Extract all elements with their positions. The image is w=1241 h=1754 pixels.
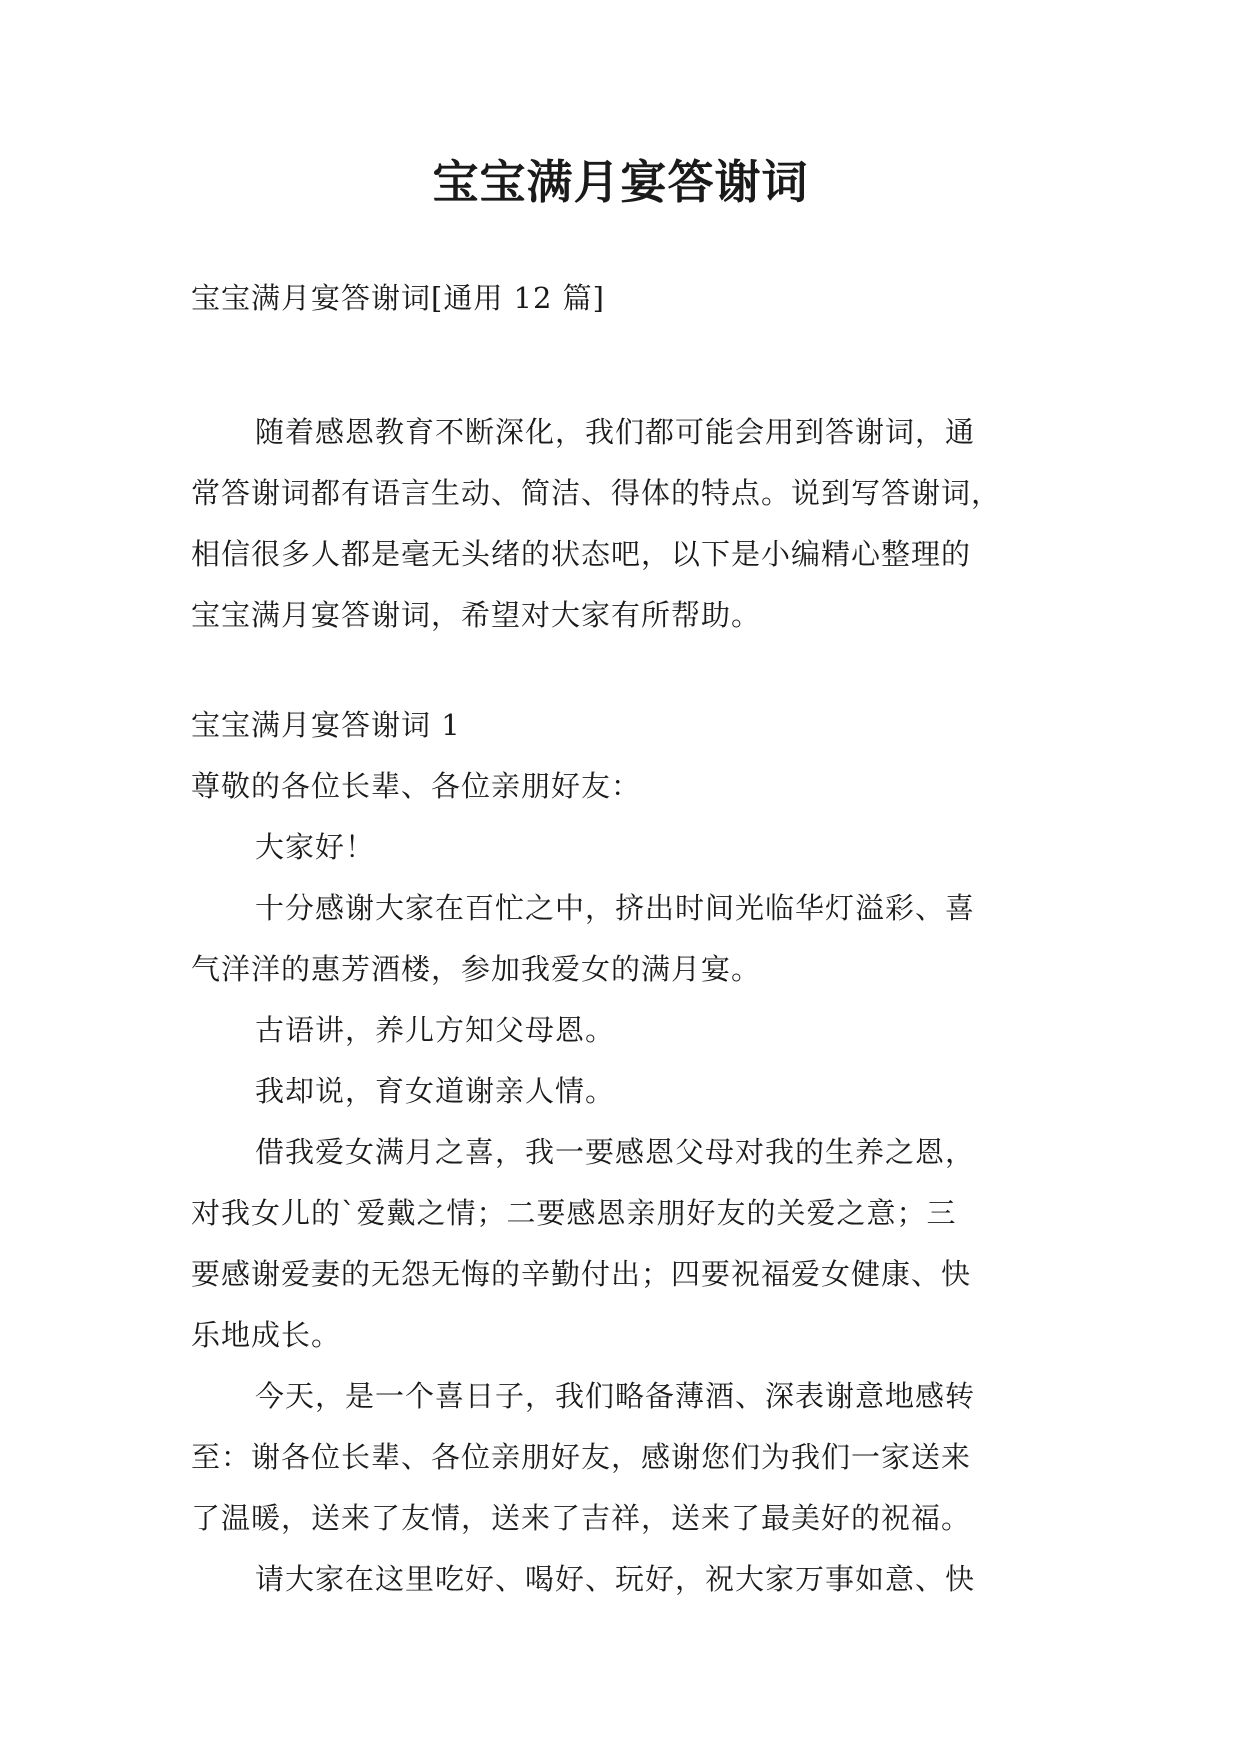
intro-line: 宝宝满月宴答谢词，希望对大家有所帮助。 xyxy=(191,598,762,632)
paragraph-line: 对我女儿的`爱戴之情；二要感恩亲朋好友的关爱之意；三 xyxy=(191,1196,957,1230)
section-heading: 宝宝满月宴答谢词 1 xyxy=(191,708,461,742)
paragraph-line: 今天，是一个喜日子，我们略备薄酒、深表谢意地感转 xyxy=(255,1379,976,1413)
paragraph-line: 请大家在这里吃好、喝好、玩好，祝大家万事如意、快 xyxy=(255,1562,976,1596)
paragraph-line: 我却说，育女道谢亲人情。 xyxy=(255,1074,616,1108)
intro-line: 随着感恩教育不断深化，我们都可能会用到答谢词，通 xyxy=(255,415,976,449)
document-subtitle-block xyxy=(191,268,1071,329)
intro-line: 常答谢词都有语言生动、简洁、得体的特点。说到写答谢词， xyxy=(191,476,1002,510)
speech-section xyxy=(191,695,1071,1610)
paragraph-line: 气洋洋的惠芳酒楼，参加我爱女的满月宴。 xyxy=(191,952,762,986)
paragraph-line: 借我爱女满月之喜，我一要感恩父母对我的生养之恩， xyxy=(255,1135,976,1169)
intro-paragraph xyxy=(191,402,1071,646)
paragraph-line: 十分感谢大家在百忙之中，挤出时间光临华灯溢彩、喜 xyxy=(255,891,976,925)
paragraph-line: 乐地成长。 xyxy=(191,1318,342,1352)
document-subtitle: 宝宝满月宴答谢词[通用 12 篇] xyxy=(191,281,605,315)
intro-line: 相信很多人都是毫无头绪的状态吧，以下是小编精心整理的 xyxy=(191,537,972,571)
greeting: 大家好！ xyxy=(255,830,376,864)
paragraph-line: 至：谢各位长辈、各位亲朋好友，感谢您们为我们一家送来 xyxy=(191,1440,972,1474)
paragraph-line: 要感谢爱妻的无怨无悔的辛勤付出；四要祝福爱女健康、快 xyxy=(191,1257,972,1291)
paragraph-line: 了温暖，送来了友情，送来了吉祥，送来了最美好的祝福。 xyxy=(191,1501,972,1535)
salutation: 尊敬的各位长辈、各位亲朋好友： xyxy=(191,769,642,803)
paragraph-line: 古语讲，养儿方知父母恩。 xyxy=(255,1013,616,1047)
document-title: 宝宝满月宴答谢词 xyxy=(432,155,809,209)
